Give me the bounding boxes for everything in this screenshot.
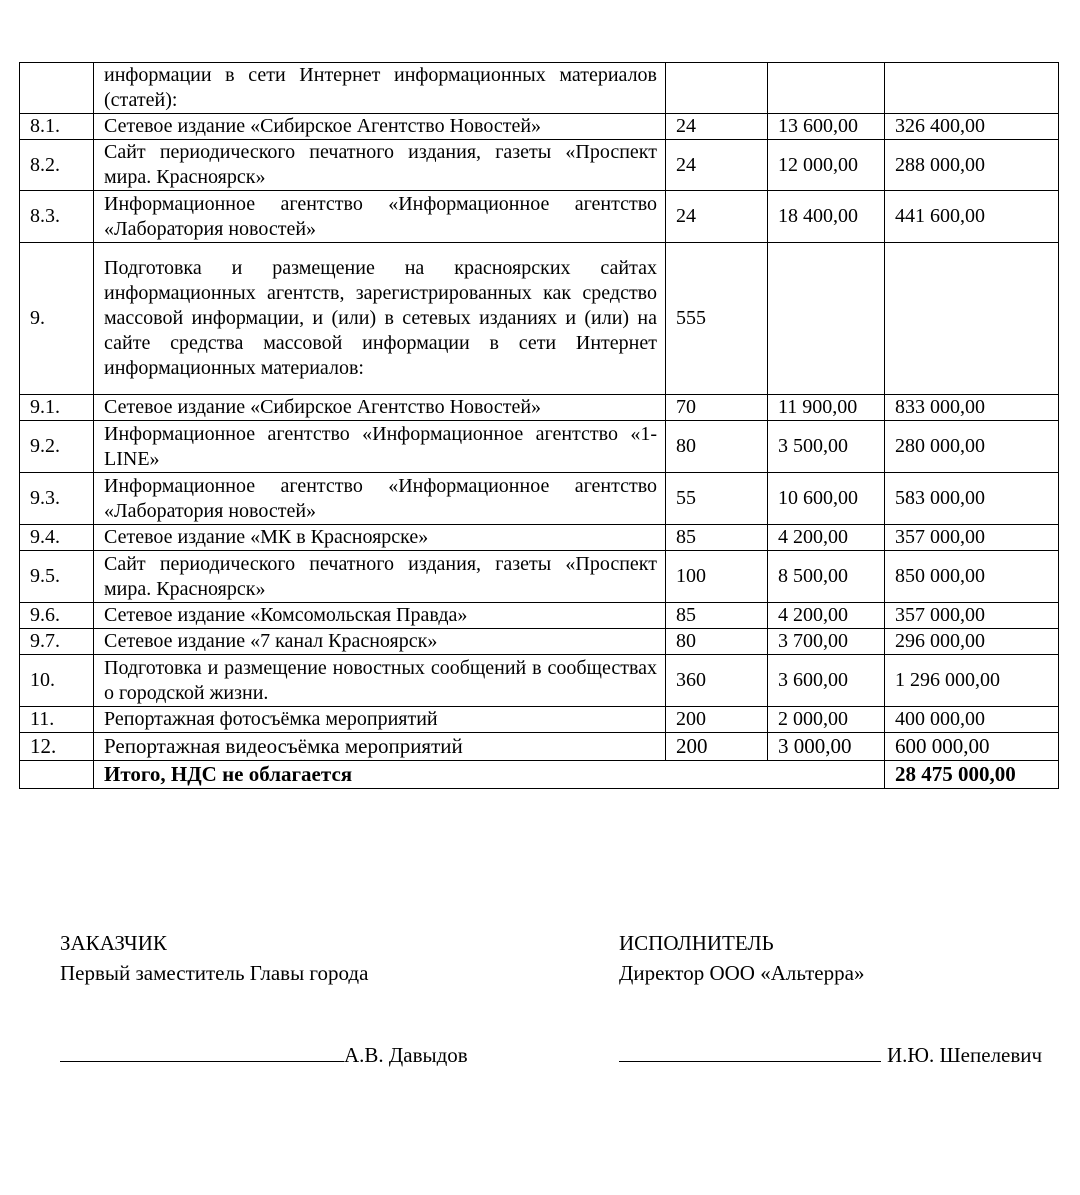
row-unit-price: 4 200,00 xyxy=(768,603,885,629)
contractor-role: ИСПОЛНИТЕЛЬ xyxy=(619,931,774,955)
table-row xyxy=(20,421,1059,473)
customer-name: А.В. Давыдов xyxy=(344,1043,468,1067)
contractor-block xyxy=(619,928,864,988)
row-number: 12. xyxy=(20,733,94,761)
row-number: 9.5. xyxy=(20,551,94,603)
row-description: Информационное агентство «Информационное агентство «1-LINE» xyxy=(94,421,666,473)
row-description: Сайт периодического печатного издания, газеты «Проспект мира. Красноярск» xyxy=(94,140,666,191)
row-number: 9.7. xyxy=(20,629,94,655)
contractor-signature-field xyxy=(619,1039,881,1062)
row-number: 8.2. xyxy=(20,140,94,191)
row-sum: 326 400,00 xyxy=(885,114,1059,140)
table-row xyxy=(20,655,1059,707)
row-sum: 583 000,00 xyxy=(885,473,1059,525)
row-number: 10. xyxy=(20,655,94,707)
row-quantity: 555 xyxy=(666,243,768,395)
row-unit-price xyxy=(768,63,885,114)
row-sum: 850 000,00 xyxy=(885,551,1059,603)
row-unit-price: 13 600,00 xyxy=(768,114,885,140)
row-description: Информационное агентство «Информационное агентство «Лаборатория новостей» xyxy=(94,191,666,243)
row-unit-price: 11 900,00 xyxy=(768,395,885,421)
row-unit-price xyxy=(768,243,885,395)
row-quantity: 85 xyxy=(666,603,768,629)
table-row xyxy=(20,525,1059,551)
row-quantity: 200 xyxy=(666,733,768,761)
row-quantity: 80 xyxy=(666,421,768,473)
row-sum: 357 000,00 xyxy=(885,525,1059,551)
total-num-cell xyxy=(20,761,94,789)
table-body xyxy=(20,63,1059,789)
row-sum: 357 000,00 xyxy=(885,603,1059,629)
customer-block xyxy=(60,928,368,988)
row-number: 8.1. xyxy=(20,114,94,140)
contractor-position: Директор ООО «Альтерра» xyxy=(619,961,865,985)
row-unit-price: 12 000,00 xyxy=(768,140,885,191)
row-sum: 441 600,00 xyxy=(885,191,1059,243)
row-unit-price: 3 600,00 xyxy=(768,655,885,707)
row-sum xyxy=(885,63,1059,114)
row-unit-price: 3 700,00 xyxy=(768,629,885,655)
row-description: Подготовка и размещение на красноярских сайтах информационных агентств, зарегистрированных как средство массовой информации, и (или) в сетевых изданиях и (или) на сайте средства массовой информации в сети Интернет информационных материалов: xyxy=(94,243,666,395)
row-description: Подготовка и размещение новостных сообщений в сообществах о городской жизни. xyxy=(94,655,666,707)
row-quantity: 200 xyxy=(666,707,768,733)
row-description: Сетевое издание «Сибирское Агентство Новостей» xyxy=(94,114,666,140)
contractor-signature-line xyxy=(619,1039,1042,1070)
row-description: Сайт периодического печатного издания, газеты «Проспект мира. Красноярск» xyxy=(94,551,666,603)
row-description: Репортажная видеосъёмка мероприятий xyxy=(94,733,666,761)
row-sum xyxy=(885,243,1059,395)
services-table xyxy=(19,62,1059,789)
total-row xyxy=(20,761,1059,789)
row-number: 9. xyxy=(20,243,94,395)
row-description: Сетевое издание «МК в Красноярске» xyxy=(94,525,666,551)
row-description: Сетевое издание «Комсомольская Правда» xyxy=(94,603,666,629)
row-description: Сетевое издание «Сибирское Агентство Новостей» xyxy=(94,395,666,421)
table-row xyxy=(20,243,1059,395)
table-row xyxy=(20,473,1059,525)
row-unit-price: 8 500,00 xyxy=(768,551,885,603)
total-sum: 28 475 000,00 xyxy=(885,761,1059,789)
table-row xyxy=(20,114,1059,140)
row-quantity: 24 xyxy=(666,191,768,243)
row-number: 9.4. xyxy=(20,525,94,551)
row-unit-price: 18 400,00 xyxy=(768,191,885,243)
row-number: 9.1. xyxy=(20,395,94,421)
customer-role: ЗАКАЗЧИК xyxy=(60,931,167,955)
row-number: 8.3. xyxy=(20,191,94,243)
row-quantity: 24 xyxy=(666,114,768,140)
table-row xyxy=(20,603,1059,629)
row-sum: 280 000,00 xyxy=(885,421,1059,473)
row-number: 9.6. xyxy=(20,603,94,629)
row-unit-price: 4 200,00 xyxy=(768,525,885,551)
row-description: информации в сети Интернет информационных материалов (статей): xyxy=(94,63,666,114)
customer-signature-line xyxy=(60,1039,468,1070)
row-sum: 833 000,00 xyxy=(885,395,1059,421)
row-quantity: 55 xyxy=(666,473,768,525)
customer-signature-field xyxy=(60,1039,344,1062)
row-quantity xyxy=(666,63,768,114)
row-quantity: 80 xyxy=(666,629,768,655)
row-quantity: 360 xyxy=(666,655,768,707)
row-quantity: 100 xyxy=(666,551,768,603)
row-number: 9.3. xyxy=(20,473,94,525)
customer-position: Первый заместитель Главы города xyxy=(60,961,369,985)
row-description: Сетевое издание «7 канал Красноярск» xyxy=(94,629,666,655)
table-row xyxy=(20,733,1059,761)
row-unit-price: 10 600,00 xyxy=(768,473,885,525)
row-number xyxy=(20,63,94,114)
table-row xyxy=(20,707,1059,733)
table-row xyxy=(20,395,1059,421)
total-label: Итого, НДС не облагается xyxy=(94,761,885,789)
row-quantity: 85 xyxy=(666,525,768,551)
table-row xyxy=(20,551,1059,603)
row-sum: 400 000,00 xyxy=(885,707,1059,733)
row-sum: 1 296 000,00 xyxy=(885,655,1059,707)
row-number: 11. xyxy=(20,707,94,733)
row-unit-price: 2 000,00 xyxy=(768,707,885,733)
table-row xyxy=(20,63,1059,114)
row-description: Информационное агентство «Информационное агентство «Лаборатория новостей» xyxy=(94,473,666,525)
row-quantity: 24 xyxy=(666,140,768,191)
table-row xyxy=(20,191,1059,243)
table-row xyxy=(20,629,1059,655)
row-quantity: 70 xyxy=(666,395,768,421)
row-number: 9.2. xyxy=(20,421,94,473)
contractor-name: И.Ю. Шепелевич xyxy=(887,1043,1043,1067)
row-sum: 296 000,00 xyxy=(885,629,1059,655)
row-unit-price: 3 500,00 xyxy=(768,421,885,473)
row-unit-price: 3 000,00 xyxy=(768,733,885,761)
table-row xyxy=(20,140,1059,191)
row-description: Репортажная фотосъёмка мероприятий xyxy=(94,707,666,733)
row-sum: 600 000,00 xyxy=(885,733,1059,761)
row-sum: 288 000,00 xyxy=(885,140,1059,191)
